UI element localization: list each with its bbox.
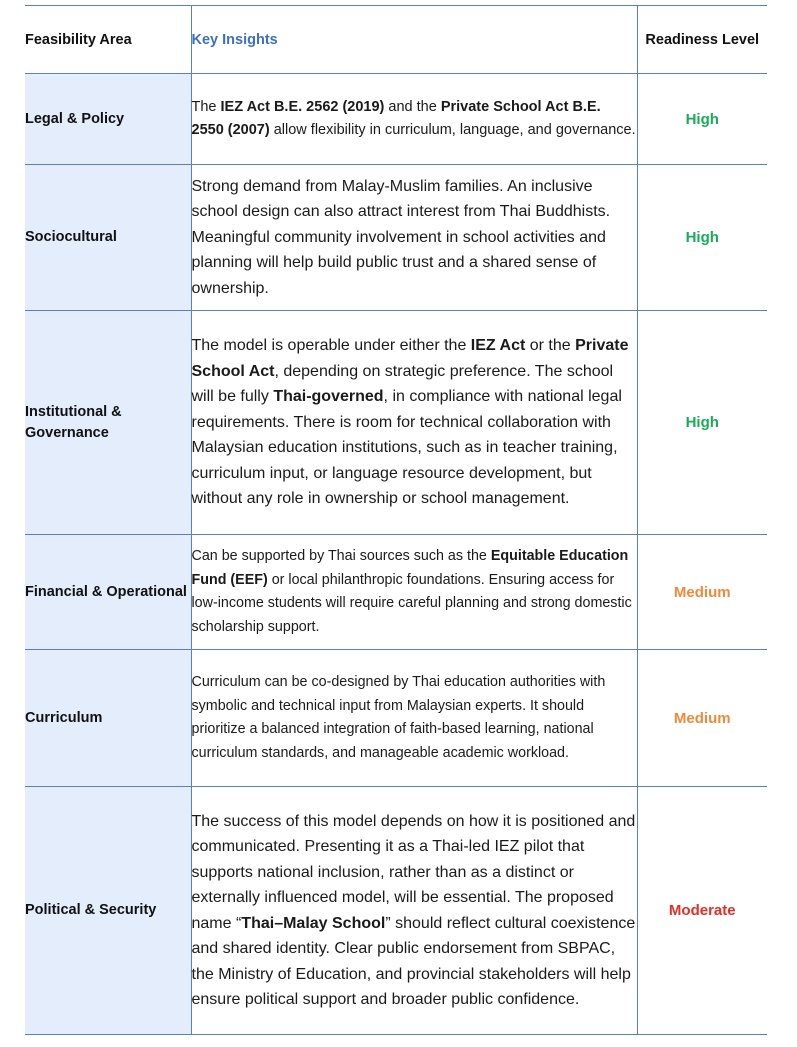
insight-text: The model is operable under either the [191,337,471,355]
table-row [25,311,767,535]
row-readiness: Medium [637,650,767,787]
header-key-insights: Key Insights [191,6,637,74]
insight-text: Can be supported by Thai sources such as the [191,548,491,564]
row-readiness: High [637,311,767,535]
header-readiness-level: Readiness Level [637,6,767,74]
insight-bold-text: Equitable Education Fund (EEF) [191,548,629,588]
insight-bold-text: Private School Act [191,337,629,380]
insight-text: Strong demand from Malay-Muslim families. An inclusive school design can also attract interest from Thai Buddhists. Meaningful community involvement in school activities and planning will help build public trust and a shared sense of ownership. [191,177,611,297]
header-row [25,6,767,74]
insight-bold-text: IEZ Act B.E. 2562 (2019) [220,98,385,115]
row-area: Legal & Policy [25,74,191,165]
row-readiness: High [637,165,767,311]
row-insights [191,535,637,650]
table-row [25,74,767,165]
insight-text: Curriculum can be co-designed by Thai education authorities with symbolic and technical input from Malaysian experts. It should prioritize a balanced integration of faith-based learning, national curriculum standards, and manageable academic workload. [191,674,606,761]
insight-text: allow flexibility in curriculum, language, and governance. [269,122,636,138]
row-insights [191,787,637,1035]
row-area: Sociocultural [25,165,191,311]
row-area: Political & Security [25,787,191,1035]
row-area: Financial & Operational [25,535,191,650]
insight-bold-text: Private School Act B.E. 2550 (2007) [191,98,601,138]
insight-bold-text: IEZ Act [470,337,526,355]
insight-text: The success of this model depends on how it is positioned and communicated. Presenting it as a Thai-led IEZ pilot that supports national inclusion, rather than as a distinct or externally influenced model, will be essential. The proposed name “ [191,812,636,932]
insight-text: and the [384,98,441,115]
insight-text: ” should reflect cultural coexistence and shared identity. Clear public endorsement from SBPAC, the Ministry of Education, and provincial stakeholders will help ensure political support and broader public confidence. [191,914,636,1008]
header-feasibility-area: Feasibility Area [25,6,191,74]
insight-text: , in compliance with national legal requirements. There is room for technical collaboration with Malaysian education institutions, such as in teacher training, curriculum input, or language resource development, but without any role in ownership or school management. [191,388,622,508]
insight-bold-text: Thai–Malay School [241,914,386,932]
row-readiness: Medium [637,535,767,650]
insight-bold-text: Thai-governed [273,388,384,406]
row-area: Curriculum [25,650,191,787]
insight-text: or the [525,337,576,355]
table-row [25,650,767,787]
table-row [25,787,767,1035]
row-insights [191,165,637,311]
row-insights [191,650,637,787]
row-readiness: High [637,74,767,165]
feasibility-table [25,5,767,1035]
insight-text: or local philanthropic foundations. Ensuring access for low-income students will require careful planning and strong domestic scholarship support. [191,571,632,635]
table-row [25,165,767,311]
row-insights [191,74,637,165]
insight-text: , depending on strategic preference. The school will be fully [191,362,614,406]
insight-text: The [191,98,221,115]
table-row [25,535,767,650]
row-readiness: Moderate [637,787,767,1035]
row-area: Institutional & Governance [25,311,191,535]
row-insights [191,311,637,535]
